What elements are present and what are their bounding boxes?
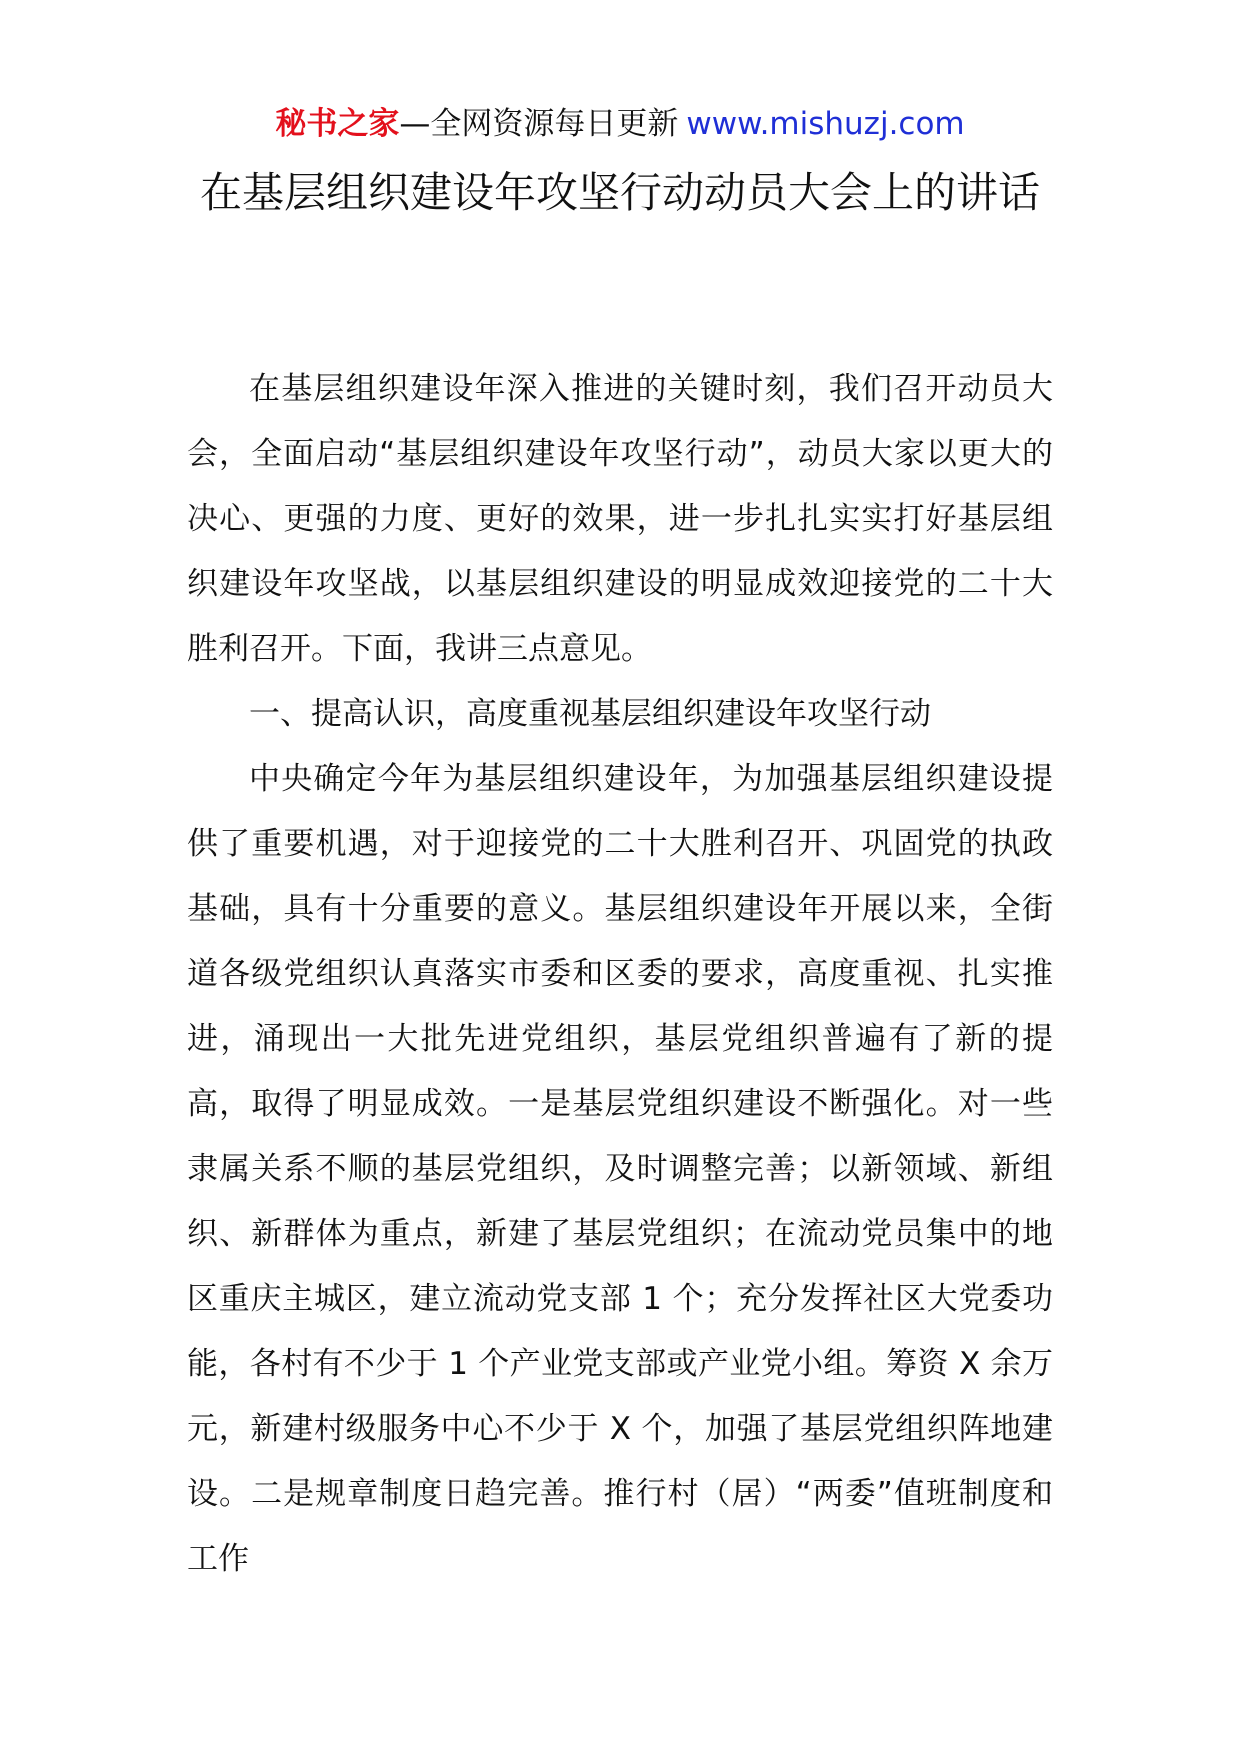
site-slogan: —全网资源每日更新 <box>399 106 679 142</box>
document-body <box>187 357 1053 1592</box>
intro-paragraph: 在基层组织建设年深入推进的关键时刻，我们召开动员大会，全面启动“基层组织建设年攻坚行动”，动员大家以更大的决心、更强的力度、更好的效果，进一步扎扎实实打好基层组织建设年攻坚战，以基层组织建设的明显成效迎接党的二十大胜利召开。下面，我讲三点意见。 <box>187 371 1053 667</box>
site-brand: 秘书之家 <box>275 106 400 142</box>
section-heading: 一、提高认识，高度重视基层组织建设年攻坚行动 <box>249 696 931 732</box>
section-paragraph: 中央确定今年为基层组织建设年，为加强基层组织建设提供了重要机遇，对于迎接党的二十大胜利召开、巩固党的执政基础，具有十分重要的意义。基层组织建设年开展以来，全街道各级党组织认真落实市委和区委的要求，高度重视、扎实推进，涌现出一大批先进党组织，基层党组织普遍有了新的提高，取得了明显成效。一是基层党组织建设不断强化。对一些隶属关系不顺的基层党组织，及时调整完善；以新领域、新组织、新群体为重点，新建了基层党组织；在流动党员集中的地区重庆主城区，建立流动党支部 1 个；充分发挥社区大党委功能，各村有不少于 1 个产业党支部或产业党小组。筹资 X 余万元，新建村级服务中心不少于 X 个，加强了基层党组织阵地建设。二是规章制度日趋完善。推行村（居）“两委”值班制度和工作 <box>187 761 1053 1577</box>
site-url-link[interactable]: www.mishuzj.com <box>686 106 965 142</box>
site-header <box>0 102 1240 146</box>
document-title: 在基层组织建设年攻坚行动动员大会上的讲话 <box>199 168 1040 217</box>
